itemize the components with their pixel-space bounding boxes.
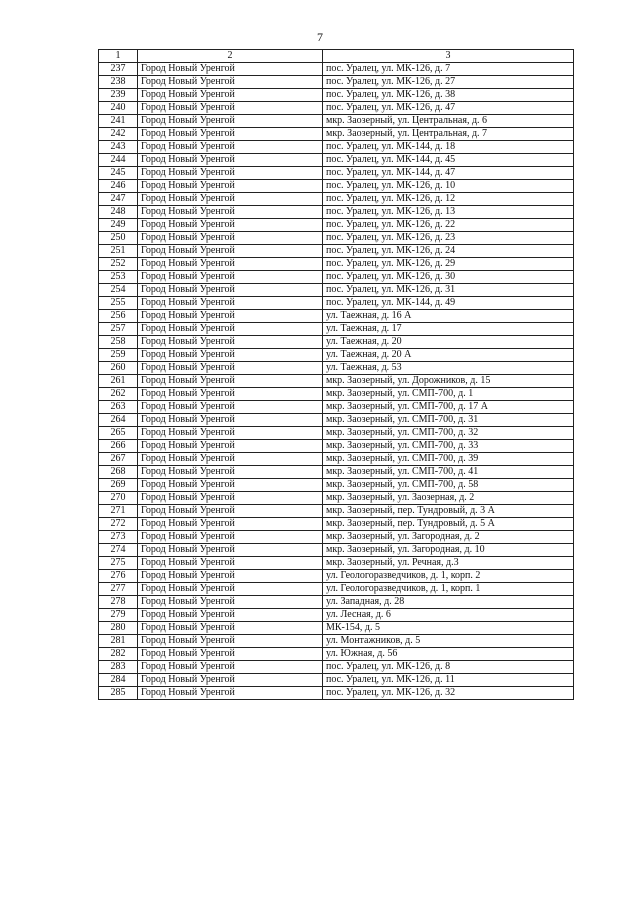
- row-number-cell: 241: [99, 115, 138, 128]
- municipality-cell: Город Новый Уренгой: [138, 115, 323, 128]
- address-cell: пос. Уралец, ул. МК-126, д. 47: [323, 102, 574, 115]
- address-cell: мкр. Заозерный, ул. Центральная, д. 6: [323, 115, 574, 128]
- address-cell: мкр. Заозерный, ул. СМП-700, д. 58: [323, 479, 574, 492]
- row-number-cell: 284: [99, 674, 138, 687]
- table-row: [99, 557, 574, 570]
- table-row: [99, 89, 574, 102]
- municipality-cell: Город Новый Уренгой: [138, 544, 323, 557]
- row-number-cell: 265: [99, 427, 138, 440]
- address-cell: пос. Уралец, ул. МК-126, д. 11: [323, 674, 574, 687]
- address-cell: мкр. Заозерный, ул. СМП-700, д. 32: [323, 427, 574, 440]
- table-row: [99, 479, 574, 492]
- table-row: [99, 596, 574, 609]
- address-cell: пос. Уралец, ул. МК-126, д. 10: [323, 180, 574, 193]
- municipality-cell: Город Новый Уренгой: [138, 258, 323, 271]
- row-number-cell: 248: [99, 206, 138, 219]
- municipality-cell: Город Новый Уренгой: [138, 180, 323, 193]
- municipality-cell: Город Новый Уренгой: [138, 401, 323, 414]
- table-row: [99, 661, 574, 674]
- municipality-cell: Город Новый Уренгой: [138, 375, 323, 388]
- address-cell: ул. Таежная, д. 16 А: [323, 310, 574, 323]
- address-cell: мкр. Заозерный, ул. Дорожников, д. 15: [323, 375, 574, 388]
- address-cell: мкр. Заозерный, ул. Загородная, д. 2: [323, 531, 574, 544]
- address-cell: пос. Уралец, ул. МК-126, д. 24: [323, 245, 574, 258]
- row-number-cell: 258: [99, 336, 138, 349]
- table-header-row: [99, 50, 574, 63]
- table-row: [99, 388, 574, 401]
- municipality-cell: Город Новый Уренгой: [138, 219, 323, 232]
- municipality-cell: Город Новый Уренгой: [138, 310, 323, 323]
- row-number-cell: 242: [99, 128, 138, 141]
- municipality-cell: Город Новый Уренгой: [138, 297, 323, 310]
- row-number-cell: 277: [99, 583, 138, 596]
- address-cell: ул. Геологоразведчиков, д. 1, корп. 2: [323, 570, 574, 583]
- row-number-cell: 243: [99, 141, 138, 154]
- address-cell: ул. Таежная, д. 53: [323, 362, 574, 375]
- row-number-cell: 270: [99, 492, 138, 505]
- table-row: [99, 284, 574, 297]
- row-number-cell: 240: [99, 102, 138, 115]
- address-cell: пос. Уралец, ул. МК-126, д. 22: [323, 219, 574, 232]
- municipality-cell: Город Новый Уренгой: [138, 531, 323, 544]
- row-number-cell: 271: [99, 505, 138, 518]
- row-number-cell: 260: [99, 362, 138, 375]
- municipality-cell: Город Новый Уренгой: [138, 635, 323, 648]
- address-cell: пос. Уралец, ул. МК-144, д. 47: [323, 167, 574, 180]
- table-row: [99, 336, 574, 349]
- municipality-cell: Город Новый Уренгой: [138, 570, 323, 583]
- row-number-cell: 266: [99, 440, 138, 453]
- row-number-cell: 281: [99, 635, 138, 648]
- row-number-cell: 273: [99, 531, 138, 544]
- row-number-cell: 238: [99, 76, 138, 89]
- row-number-cell: 245: [99, 167, 138, 180]
- row-number-cell: 244: [99, 154, 138, 167]
- table-row: [99, 531, 574, 544]
- municipality-cell: Город Новый Уренгой: [138, 323, 323, 336]
- header-cell-municipality: 2: [138, 50, 323, 63]
- table-row: [99, 245, 574, 258]
- row-number-cell: 253: [99, 271, 138, 284]
- address-cell: мкр. Заозерный, ул. СМП-700, д. 33: [323, 440, 574, 453]
- row-number-cell: 264: [99, 414, 138, 427]
- table-row: [99, 687, 574, 700]
- municipality-cell: Город Новый Уренгой: [138, 414, 323, 427]
- table-row: [99, 583, 574, 596]
- row-number-cell: 251: [99, 245, 138, 258]
- table-row: [99, 674, 574, 687]
- municipality-cell: Город Новый Уренгой: [138, 102, 323, 115]
- municipality-cell: Город Новый Уренгой: [138, 193, 323, 206]
- municipality-cell: Город Новый Уренгой: [138, 154, 323, 167]
- municipality-cell: Город Новый Уренгой: [138, 687, 323, 700]
- row-number-cell: 261: [99, 375, 138, 388]
- municipality-cell: Город Новый Уренгой: [138, 271, 323, 284]
- address-cell: мкр. Заозерный, ул. СМП-700, д. 41: [323, 466, 574, 479]
- table-row: [99, 570, 574, 583]
- row-number-cell: 269: [99, 479, 138, 492]
- address-cell: ул. Западная, д. 28: [323, 596, 574, 609]
- address-cell: МК-154, д. 5: [323, 622, 574, 635]
- table-row: [99, 453, 574, 466]
- address-cell: ул. Таежная, д. 20 А: [323, 349, 574, 362]
- address-cell: пос. Уралец, ул. МК-126, д. 8: [323, 661, 574, 674]
- table-row: [99, 219, 574, 232]
- table-row: [99, 141, 574, 154]
- municipality-cell: Город Новый Уренгой: [138, 206, 323, 219]
- address-cell: мкр. Заозерный, пер. Тундровый, д. 5 А: [323, 518, 574, 531]
- address-cell: пос. Уралец, ул. МК-144, д. 45: [323, 154, 574, 167]
- table-row: [99, 102, 574, 115]
- row-number-cell: 275: [99, 557, 138, 570]
- municipality-cell: Город Новый Уренгой: [138, 362, 323, 375]
- table-row: [99, 362, 574, 375]
- address-cell: мкр. Заозерный, пер. Тундровый, д. 3 А: [323, 505, 574, 518]
- address-cell: пос. Уралец, ул. МК-144, д. 18: [323, 141, 574, 154]
- municipality-cell: Город Новый Уренгой: [138, 167, 323, 180]
- address-cell: ул. Таежная, д. 17: [323, 323, 574, 336]
- municipality-cell: Город Новый Уренгой: [138, 505, 323, 518]
- table-row: [99, 622, 574, 635]
- address-table: [98, 49, 574, 700]
- address-cell: пос. Уралец, ул. МК-126, д. 13: [323, 206, 574, 219]
- table-row: [99, 232, 574, 245]
- row-number-cell: 272: [99, 518, 138, 531]
- municipality-cell: Город Новый Уренгой: [138, 388, 323, 401]
- table-row: [99, 440, 574, 453]
- row-number-cell: 252: [99, 258, 138, 271]
- row-number-cell: 257: [99, 323, 138, 336]
- table-row: [99, 154, 574, 167]
- row-number-cell: 279: [99, 609, 138, 622]
- table-row: [99, 76, 574, 89]
- table-row: [99, 401, 574, 414]
- municipality-cell: Город Новый Уренгой: [138, 518, 323, 531]
- municipality-cell: Город Новый Уренгой: [138, 453, 323, 466]
- table-row: [99, 466, 574, 479]
- address-cell: пос. Уралец, ул. МК-126, д. 12: [323, 193, 574, 206]
- address-cell: ул. Южная, д. 56: [323, 648, 574, 661]
- page-number: 7: [317, 30, 323, 44]
- header-cell-address: 3: [323, 50, 574, 63]
- address-cell: мкр. Заозерный, ул. СМП-700, д. 31: [323, 414, 574, 427]
- table-row: [99, 492, 574, 505]
- table-row: [99, 323, 574, 336]
- table-row: [99, 414, 574, 427]
- row-number-cell: 283: [99, 661, 138, 674]
- address-cell: мкр. Заозерный, ул. СМП-700, д. 1: [323, 388, 574, 401]
- municipality-cell: Город Новый Уренгой: [138, 245, 323, 258]
- table-row: [99, 297, 574, 310]
- address-table-body: [99, 50, 574, 700]
- row-number-cell: 255: [99, 297, 138, 310]
- address-cell: ул. Лесная, д. 6: [323, 609, 574, 622]
- municipality-cell: Город Новый Уренгой: [138, 128, 323, 141]
- address-cell: пос. Уралец, ул. МК-126, д. 23: [323, 232, 574, 245]
- table-row: [99, 427, 574, 440]
- row-number-cell: 262: [99, 388, 138, 401]
- row-number-cell: 268: [99, 466, 138, 479]
- address-cell: мкр. Заозерный, ул. Центральная, д. 7: [323, 128, 574, 141]
- municipality-cell: Город Новый Уренгой: [138, 466, 323, 479]
- address-cell: пос. Уралец, ул. МК-126, д. 32: [323, 687, 574, 700]
- municipality-cell: Город Новый Уренгой: [138, 336, 323, 349]
- municipality-cell: Город Новый Уренгой: [138, 63, 323, 76]
- municipality-cell: Город Новый Уренгой: [138, 596, 323, 609]
- row-number-cell: 263: [99, 401, 138, 414]
- address-cell: мкр. Заозерный, ул. Загородная, д. 10: [323, 544, 574, 557]
- municipality-cell: Город Новый Уренгой: [138, 284, 323, 297]
- address-cell: пос. Уралец, ул. МК-126, д. 38: [323, 89, 574, 102]
- table-row: [99, 310, 574, 323]
- table-row: [99, 375, 574, 388]
- address-cell: пос. Уралец, ул. МК-126, д. 29: [323, 258, 574, 271]
- row-number-cell: 282: [99, 648, 138, 661]
- municipality-cell: Город Новый Уренгой: [138, 427, 323, 440]
- address-cell: пос. Уралец, ул. МК-126, д. 7: [323, 63, 574, 76]
- address-cell: пос. Уралец, ул. МК-126, д. 27: [323, 76, 574, 89]
- table-row: [99, 193, 574, 206]
- row-number-cell: 267: [99, 453, 138, 466]
- municipality-cell: Город Новый Уренгой: [138, 557, 323, 570]
- table-row: [99, 505, 574, 518]
- municipality-cell: Город Новый Уренгой: [138, 622, 323, 635]
- municipality-cell: Город Новый Уренгой: [138, 141, 323, 154]
- municipality-cell: Город Новый Уренгой: [138, 648, 323, 661]
- address-cell: мкр. Заозерный, ул. Заозерная, д. 2: [323, 492, 574, 505]
- table-row: [99, 609, 574, 622]
- address-cell: пос. Уралец, ул. МК-126, д. 30: [323, 271, 574, 284]
- row-number-cell: 239: [99, 89, 138, 102]
- row-number-cell: 254: [99, 284, 138, 297]
- row-number-cell: 276: [99, 570, 138, 583]
- table-row: [99, 128, 574, 141]
- row-number-cell: 274: [99, 544, 138, 557]
- row-number-cell: 285: [99, 687, 138, 700]
- header-cell-number: 1: [99, 50, 138, 63]
- table-row: [99, 544, 574, 557]
- table-row: [99, 635, 574, 648]
- table-row: [99, 180, 574, 193]
- municipality-cell: Город Новый Уренгой: [138, 440, 323, 453]
- row-number-cell: 280: [99, 622, 138, 635]
- address-cell: пос. Уралец, ул. МК-144, д. 49: [323, 297, 574, 310]
- table-row: [99, 115, 574, 128]
- row-number-cell: 278: [99, 596, 138, 609]
- municipality-cell: Город Новый Уренгой: [138, 492, 323, 505]
- row-number-cell: 249: [99, 219, 138, 232]
- municipality-cell: Город Новый Уренгой: [138, 89, 323, 102]
- municipality-cell: Город Новый Уренгой: [138, 232, 323, 245]
- row-number-cell: 256: [99, 310, 138, 323]
- row-number-cell: 259: [99, 349, 138, 362]
- address-cell: ул. Таежная, д. 20: [323, 336, 574, 349]
- address-cell: ул. Монтажников, д. 5: [323, 635, 574, 648]
- table-row: [99, 648, 574, 661]
- table-row: [99, 271, 574, 284]
- table-row: [99, 63, 574, 76]
- municipality-cell: Город Новый Уренгой: [138, 349, 323, 362]
- address-cell: ул. Геологоразведчиков, д. 1, корп. 1: [323, 583, 574, 596]
- row-number-cell: 250: [99, 232, 138, 245]
- row-number-cell: 247: [99, 193, 138, 206]
- table-row: [99, 167, 574, 180]
- municipality-cell: Город Новый Уренгой: [138, 583, 323, 596]
- address-cell: мкр. Заозерный, ул. Речная, д.3: [323, 557, 574, 570]
- address-cell: мкр. Заозерный, ул. СМП-700, д. 39: [323, 453, 574, 466]
- address-cell: мкр. Заозерный, ул. СМП-700, д. 17 А: [323, 401, 574, 414]
- municipality-cell: Город Новый Уренгой: [138, 76, 323, 89]
- address-cell: пос. Уралец, ул. МК-126, д. 31: [323, 284, 574, 297]
- table-row: [99, 258, 574, 271]
- row-number-cell: 246: [99, 180, 138, 193]
- row-number-cell: 237: [99, 63, 138, 76]
- table-row: [99, 206, 574, 219]
- table-row: [99, 349, 574, 362]
- municipality-cell: Город Новый Уренгой: [138, 674, 323, 687]
- municipality-cell: Город Новый Уренгой: [138, 609, 323, 622]
- table-row: [99, 518, 574, 531]
- municipality-cell: Город Новый Уренгой: [138, 479, 323, 492]
- municipality-cell: Город Новый Уренгой: [138, 661, 323, 674]
